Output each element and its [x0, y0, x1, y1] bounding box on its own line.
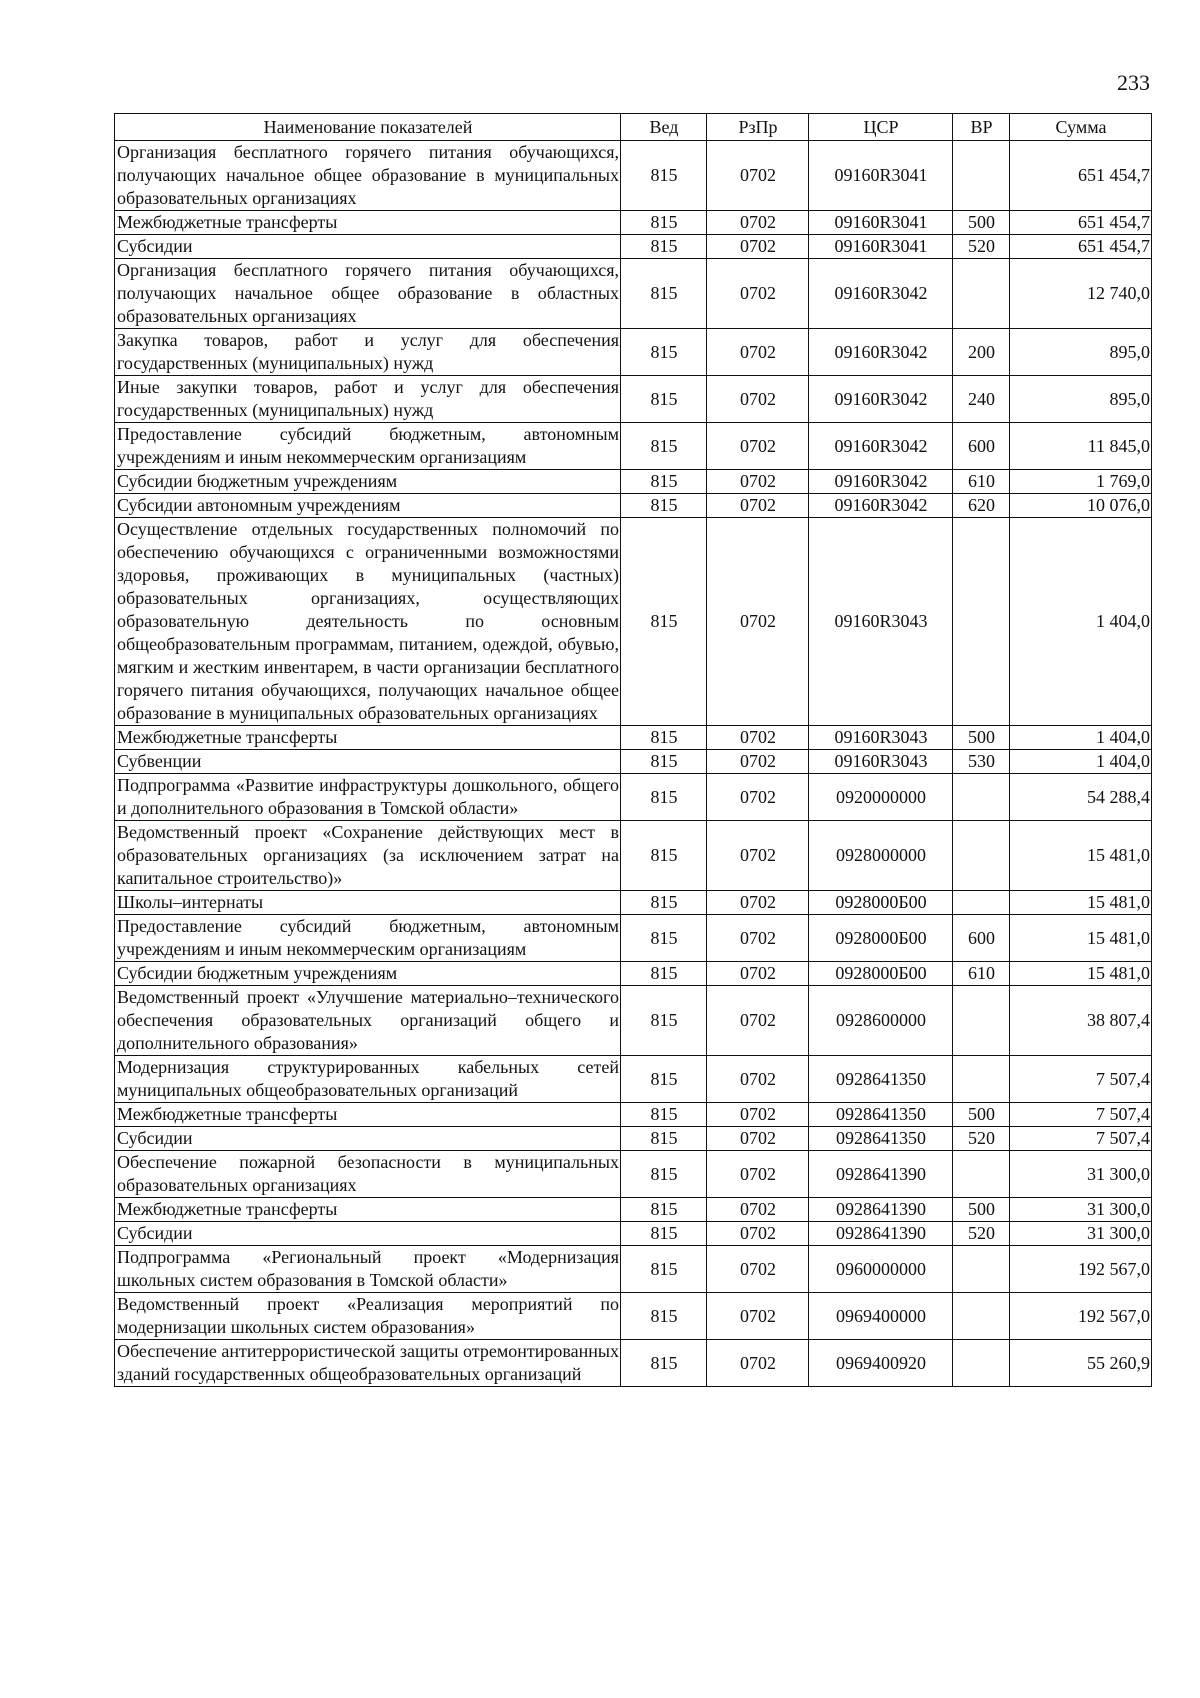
cell-sum: 31 300,0 [1010, 1222, 1152, 1246]
cell-csr: 0928000Б00 [809, 915, 953, 962]
cell-csr: 0928641390 [809, 1198, 953, 1222]
page-number: 233 [1117, 70, 1150, 95]
cell-sum: 651 454,7 [1010, 211, 1152, 235]
table-row [115, 259, 1152, 329]
cell-rzpr: 0702 [707, 329, 809, 376]
table-row [115, 518, 1152, 726]
cell-name: Подпрограмма «Развитие инфраструктуры дошкольного, общего и дополнительного образования в Томской области» [115, 774, 621, 821]
cell-ved: 815 [621, 1103, 707, 1127]
cell-csr: 0928000Б00 [809, 962, 953, 986]
cell-sum: 1 404,0 [1010, 518, 1152, 726]
cell-ved: 815 [621, 821, 707, 891]
cell-ved: 815 [621, 470, 707, 494]
table-row [115, 891, 1152, 915]
table-row [115, 1198, 1152, 1222]
cell-csr: 09160R3042 [809, 259, 953, 329]
cell-vr: 520 [953, 1222, 1010, 1246]
cell-vr: 200 [953, 329, 1010, 376]
cell-ved: 815 [621, 726, 707, 750]
cell-rzpr: 0702 [707, 915, 809, 962]
cell-rzpr: 0702 [707, 259, 809, 329]
cell-csr: 0969400000 [809, 1293, 953, 1340]
cell-name: Субсидии [115, 1222, 621, 1246]
cell-rzpr: 0702 [707, 750, 809, 774]
cell-rzpr: 0702 [707, 1127, 809, 1151]
cell-name: Субсидии автономным учреждениям [115, 494, 621, 518]
cell-vr: 610 [953, 470, 1010, 494]
table-row [115, 774, 1152, 821]
cell-vr [953, 1246, 1010, 1293]
cell-sum: 31 300,0 [1010, 1198, 1152, 1222]
cell-sum: 15 481,0 [1010, 821, 1152, 891]
table-row [115, 1246, 1152, 1293]
cell-ved: 815 [621, 1056, 707, 1103]
cell-csr: 0960000000 [809, 1246, 953, 1293]
cell-vr [953, 518, 1010, 726]
cell-vr [953, 1151, 1010, 1198]
cell-rzpr: 0702 [707, 962, 809, 986]
cell-sum: 11 845,0 [1010, 423, 1152, 470]
cell-vr: 240 [953, 376, 1010, 423]
table-row [115, 494, 1152, 518]
cell-csr: 09160R3043 [809, 726, 953, 750]
cell-rzpr: 0702 [707, 518, 809, 726]
header-name: Наименование показателей [115, 114, 621, 141]
table-row [115, 915, 1152, 962]
cell-ved: 815 [621, 1246, 707, 1293]
cell-name: Межбюджетные трансферты [115, 211, 621, 235]
cell-name: Предоставление субсидий бюджетным, автономным учреждениям и иным некоммерческим организациям [115, 423, 621, 470]
cell-name: Субсидии [115, 235, 621, 259]
cell-rzpr: 0702 [707, 470, 809, 494]
header-ved: Вед [621, 114, 707, 141]
table-header [115, 114, 1152, 141]
cell-sum: 651 454,7 [1010, 235, 1152, 259]
table-row [115, 235, 1152, 259]
cell-sum: 55 260,9 [1010, 1340, 1152, 1387]
cell-rzpr: 0702 [707, 1056, 809, 1103]
cell-rzpr: 0702 [707, 1293, 809, 1340]
cell-csr: 09160R3042 [809, 494, 953, 518]
cell-rzpr: 0702 [707, 774, 809, 821]
cell-vr: 610 [953, 962, 1010, 986]
cell-sum: 895,0 [1010, 376, 1152, 423]
cell-name: Ведомственный проект «Реализация мероприятий по модернизации школьных систем образования» [115, 1293, 621, 1340]
cell-sum: 1 404,0 [1010, 750, 1152, 774]
cell-vr: 600 [953, 423, 1010, 470]
table-row [115, 211, 1152, 235]
cell-sum: 1 404,0 [1010, 726, 1152, 750]
table-row [115, 726, 1152, 750]
cell-csr: 09160R3042 [809, 329, 953, 376]
cell-name: Обеспечение пожарной безопасности в муниципальных образовательных организациях [115, 1151, 621, 1198]
cell-ved: 815 [621, 1222, 707, 1246]
table-row [115, 1340, 1152, 1387]
table-row [115, 1056, 1152, 1103]
cell-ved: 815 [621, 518, 707, 726]
cell-ved: 815 [621, 423, 707, 470]
cell-name: Ведомственный проект «Сохранение действующих мест в образовательных организациях (за исключением затрат на капитальное строительство)» [115, 821, 621, 891]
cell-sum: 192 567,0 [1010, 1246, 1152, 1293]
cell-rzpr: 0702 [707, 1151, 809, 1198]
cell-name: Субсидии бюджетным учреждениям [115, 470, 621, 494]
cell-vr [953, 891, 1010, 915]
budget-table [114, 113, 1152, 1387]
cell-rzpr: 0702 [707, 1222, 809, 1246]
cell-csr: 09160R3042 [809, 376, 953, 423]
cell-ved: 815 [621, 1340, 707, 1387]
cell-ved: 815 [621, 211, 707, 235]
cell-name: Организация бесплатного горячего питания обучающихся, получающих начальное общее образование в областных образовательных организациях [115, 259, 621, 329]
cell-ved: 815 [621, 962, 707, 986]
table-row [115, 329, 1152, 376]
table-row [115, 821, 1152, 891]
cell-rzpr: 0702 [707, 235, 809, 259]
table-row [115, 986, 1152, 1056]
cell-sum: 31 300,0 [1010, 1151, 1152, 1198]
cell-sum: 15 481,0 [1010, 891, 1152, 915]
cell-name: Закупка товаров, работ и услуг для обеспечения государственных (муниципальных) нужд [115, 329, 621, 376]
cell-name: Школы–интернаты [115, 891, 621, 915]
cell-rzpr: 0702 [707, 494, 809, 518]
cell-rzpr: 0702 [707, 726, 809, 750]
header-csr: ЦСР [809, 114, 953, 141]
cell-sum: 7 507,4 [1010, 1103, 1152, 1127]
header-sum: Сумма [1010, 114, 1152, 141]
cell-sum: 15 481,0 [1010, 915, 1152, 962]
cell-csr: 09160R3042 [809, 470, 953, 494]
cell-name: Субвенции [115, 750, 621, 774]
cell-sum: 651 454,7 [1010, 141, 1152, 211]
cell-rzpr: 0702 [707, 986, 809, 1056]
cell-sum: 10 076,0 [1010, 494, 1152, 518]
table-body [115, 141, 1152, 1387]
cell-ved: 815 [621, 329, 707, 376]
cell-name: Организация бесплатного горячего питания обучающихся, получающих начальное общее образование в муниципальных образовательных организациях [115, 141, 621, 211]
cell-csr: 09160R3043 [809, 750, 953, 774]
table-row [115, 1222, 1152, 1246]
cell-csr: 09160R3042 [809, 423, 953, 470]
cell-ved: 815 [621, 1151, 707, 1198]
cell-csr: 0928641390 [809, 1151, 953, 1198]
cell-name: Межбюджетные трансферты [115, 1198, 621, 1222]
cell-vr [953, 986, 1010, 1056]
cell-name: Подпрограмма «Региональный проект «Модернизация школьных систем образования в Томской области» [115, 1246, 621, 1293]
cell-csr: 09160R3041 [809, 235, 953, 259]
table-row [115, 470, 1152, 494]
cell-name: Субсидии бюджетным учреждениям [115, 962, 621, 986]
table-row [115, 141, 1152, 211]
cell-name: Осуществление отдельных государственных полномочий по обеспечению обучающихся с ограниченными возможностями здоровья, проживающих в муниципальных (частных) образовательных организациях, осуществляющих образовательную деятельность по основным общеобразовательным программам, питанием, одеждой, обувью, мягким и жестким инвентарем, в части организации бесплатного горячего питания обучающихся, получающих начальное общее образование в муниципальных образовательных организациях [115, 518, 621, 726]
cell-ved: 815 [621, 986, 707, 1056]
cell-sum: 12 740,0 [1010, 259, 1152, 329]
cell-ved: 815 [621, 235, 707, 259]
cell-csr: 0928641350 [809, 1103, 953, 1127]
cell-rzpr: 0702 [707, 423, 809, 470]
header-row [115, 114, 1152, 141]
cell-ved: 815 [621, 915, 707, 962]
cell-name: Обеспечение антитеррористической защиты отремонтированных зданий государственных общеобразовательных организаций [115, 1340, 621, 1387]
cell-vr: 500 [953, 1103, 1010, 1127]
cell-csr: 09160R3043 [809, 518, 953, 726]
cell-csr: 0969400920 [809, 1340, 953, 1387]
cell-sum: 15 481,0 [1010, 962, 1152, 986]
cell-rzpr: 0702 [707, 1340, 809, 1387]
cell-ved: 815 [621, 494, 707, 518]
cell-csr: 0920000000 [809, 774, 953, 821]
table-row [115, 423, 1152, 470]
cell-name: Межбюджетные трансферты [115, 726, 621, 750]
cell-csr: 0928641350 [809, 1127, 953, 1151]
table-row [115, 1293, 1152, 1340]
cell-sum: 54 288,4 [1010, 774, 1152, 821]
cell-vr: 520 [953, 235, 1010, 259]
cell-ved: 815 [621, 1198, 707, 1222]
cell-sum: 895,0 [1010, 329, 1152, 376]
cell-rzpr: 0702 [707, 821, 809, 891]
cell-name: Иные закупки товаров, работ и услуг для обеспечения государственных (муниципальных) нужд [115, 376, 621, 423]
cell-vr [953, 259, 1010, 329]
cell-sum: 1 769,0 [1010, 470, 1152, 494]
cell-csr: 09160R3041 [809, 141, 953, 211]
header-rzpr: РзПр [707, 114, 809, 141]
cell-csr: 0928000000 [809, 821, 953, 891]
cell-ved: 815 [621, 141, 707, 211]
cell-vr [953, 141, 1010, 211]
header-vr: ВР [953, 114, 1010, 141]
cell-vr [953, 1340, 1010, 1387]
cell-ved: 815 [621, 1127, 707, 1151]
cell-sum: 38 807,4 [1010, 986, 1152, 1056]
cell-rzpr: 0702 [707, 141, 809, 211]
cell-vr: 500 [953, 211, 1010, 235]
cell-csr: 0928000Б00 [809, 891, 953, 915]
table-row [115, 1103, 1152, 1127]
cell-rzpr: 0702 [707, 1246, 809, 1293]
cell-sum: 7 507,4 [1010, 1127, 1152, 1151]
cell-csr: 09160R3041 [809, 211, 953, 235]
cell-rzpr: 0702 [707, 891, 809, 915]
table-row [115, 1151, 1152, 1198]
cell-vr: 620 [953, 494, 1010, 518]
cell-ved: 815 [621, 376, 707, 423]
cell-rzpr: 0702 [707, 1198, 809, 1222]
cell-vr [953, 1293, 1010, 1340]
cell-csr: 0928641390 [809, 1222, 953, 1246]
cell-vr [953, 774, 1010, 821]
cell-vr [953, 1056, 1010, 1103]
table-row [115, 750, 1152, 774]
cell-name: Субсидии [115, 1127, 621, 1151]
cell-rzpr: 0702 [707, 1103, 809, 1127]
cell-ved: 815 [621, 774, 707, 821]
cell-rzpr: 0702 [707, 376, 809, 423]
table-row [115, 1127, 1152, 1151]
cell-ved: 815 [621, 891, 707, 915]
cell-name: Предоставление субсидий бюджетным, автономным учреждениям и иным некоммерческим организациям [115, 915, 621, 962]
cell-csr: 0928641350 [809, 1056, 953, 1103]
cell-rzpr: 0702 [707, 211, 809, 235]
cell-ved: 815 [621, 1293, 707, 1340]
cell-csr: 0928600000 [809, 986, 953, 1056]
cell-vr: 530 [953, 750, 1010, 774]
cell-vr [953, 821, 1010, 891]
cell-name: Ведомственный проект «Улучшение материально–технического обеспечения образовательных организаций общего и дополнительного образования» [115, 986, 621, 1056]
cell-name: Модернизация структурированных кабельных сетей муниципальных общеобразовательных организаций [115, 1056, 621, 1103]
cell-vr: 500 [953, 1198, 1010, 1222]
cell-ved: 815 [621, 259, 707, 329]
table-row [115, 962, 1152, 986]
cell-vr: 500 [953, 726, 1010, 750]
cell-sum: 192 567,0 [1010, 1293, 1152, 1340]
cell-name: Межбюджетные трансферты [115, 1103, 621, 1127]
cell-sum: 7 507,4 [1010, 1056, 1152, 1103]
table-row [115, 376, 1152, 423]
cell-vr: 520 [953, 1127, 1010, 1151]
cell-ved: 815 [621, 750, 707, 774]
cell-vr: 600 [953, 915, 1010, 962]
